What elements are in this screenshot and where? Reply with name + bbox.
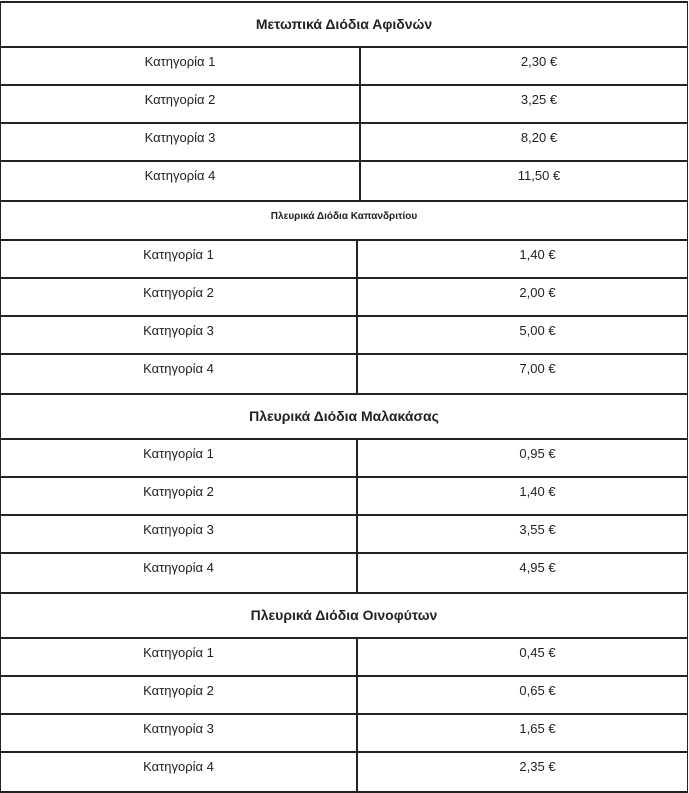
table-row [1,753,687,791]
price-cell: 7,00 € [519,361,556,376]
category-cell: Κατηγορία 3 [1,124,361,160]
table-row [1,48,687,86]
toll-section-afidnes [0,1,688,200]
toll-section-oinofyta [0,592,688,793]
section-title: Πλευρικά Διόδια Οινοφύτων [1,594,687,639]
price-cell: 11,50 € [517,168,561,183]
section-title: Μετωπικά Διόδια Αφιδνών [1,3,687,48]
price-cell: 3,25 € [520,92,558,107]
table-row [1,715,687,753]
category-cell: Κατηγορία 4 [1,162,361,200]
toll-price-tables [0,1,688,793]
category-cell: Κατηγορία 3 [1,317,358,353]
toll-section-malakasa [0,393,688,592]
table-row [1,317,687,355]
category-cell: Κατηγορία 1 [1,241,358,277]
price-cell: 2,35 € [519,759,556,774]
category-cell: Κατηγορία 2 [1,86,361,122]
category-cell: Κατηγορία 1 [1,639,358,675]
table-row [1,478,687,516]
category-cell: Κατηγορία 4 [1,554,358,592]
section-title: Πλευρικά Διόδια Μαλακάσας [1,395,687,440]
category-cell: Κατηγορία 2 [1,279,358,315]
table-row [1,554,687,592]
table-row [1,355,687,393]
price-cell: 5,00 € [519,323,556,338]
price-cell: 0,45 € [519,645,556,660]
price-cell: 0,65 € [519,683,556,698]
price-cell: 8,20 € [520,130,558,145]
table-row [1,124,687,162]
category-cell: Κατηγορία 4 [1,753,358,791]
table-row [1,162,687,200]
category-cell: Κατηγορία 1 [1,48,361,84]
section-title: Πλευρικά Διόδια Καπανδριτίου [1,202,687,241]
category-cell: Κατηγορία 4 [1,355,358,393]
category-cell: Κατηγορία 1 [1,440,358,476]
category-cell: Κατηγορία 2 [1,478,358,514]
table-row [1,639,687,677]
price-cell: 3,55 € [519,522,556,537]
category-cell: Κατηγορία 3 [1,516,358,552]
table-row [1,86,687,124]
table-row [1,440,687,478]
price-cell: 1,40 € [519,247,556,262]
table-row [1,677,687,715]
price-cell: 2,00 € [519,285,556,300]
price-cell: 2,30 € [520,54,558,69]
price-cell: 1,65 € [519,721,556,736]
table-row [1,516,687,554]
category-cell: Κατηγορία 2 [1,677,358,713]
category-cell: Κατηγορία 3 [1,715,358,751]
price-cell: 0,95 € [519,446,556,461]
table-row [1,279,687,317]
toll-section-kapandriti [0,200,688,393]
price-cell: 1,40 € [519,484,556,499]
table-row [1,241,687,279]
price-cell: 4,95 € [519,560,556,575]
